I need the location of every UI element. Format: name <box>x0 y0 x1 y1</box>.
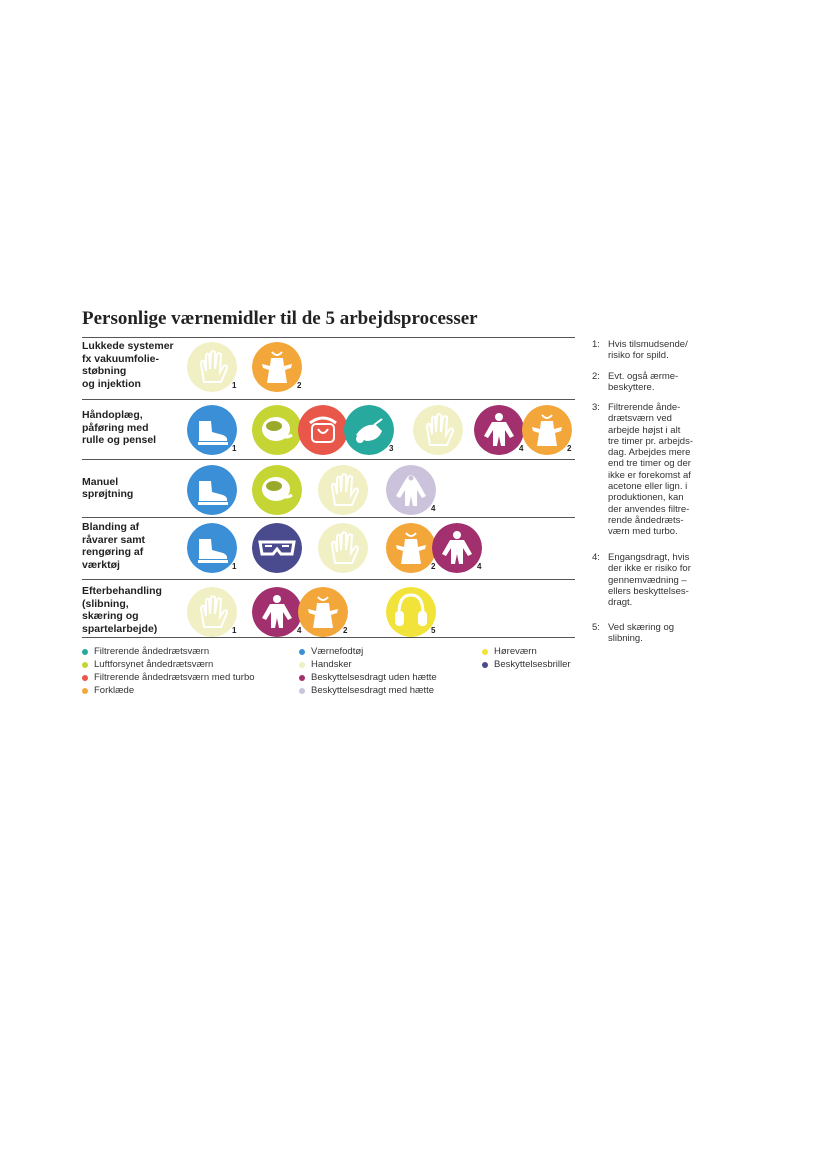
suit-nohood-icon <box>252 587 302 637</box>
process-label-line: værktøj <box>82 558 120 571</box>
footnote-key: 1: <box>592 339 600 350</box>
legend-label: Forklæde <box>94 685 135 696</box>
legend-swatch <box>299 688 305 694</box>
process-label-line: påføring med <box>82 421 149 434</box>
process-label <box>82 340 174 390</box>
legend-swatch <box>82 662 88 668</box>
process-label-line: råvarer samt <box>82 533 146 546</box>
legend-label: Beskyttelsesbriller <box>494 659 571 670</box>
process-label-line: og injektion <box>82 377 141 390</box>
process-label-line: støbning <box>82 365 127 377</box>
footnote-ref: 2 <box>567 444 572 453</box>
footnote-line: der ikke er risiko for <box>608 563 691 575</box>
process-label-line: Håndoplæg, <box>82 409 143 422</box>
process-label <box>82 409 156 447</box>
footnote-line: Filtrerende ånde- <box>608 402 681 413</box>
legend-label: Filtrerende åndedrætsværn <box>94 646 210 657</box>
process-label <box>82 585 162 635</box>
footnote-line: risiko for spild. <box>608 350 669 362</box>
legend-item <box>299 672 437 683</box>
apron-icon <box>298 587 348 637</box>
gloves-icon <box>187 342 237 392</box>
process-label-line: rulle og pensel <box>82 434 157 447</box>
process-label <box>82 521 145 571</box>
legend-item <box>299 646 363 657</box>
process-label-line: (slibning, <box>82 597 129 610</box>
process-label-line: Blanding af <box>82 521 140 533</box>
row-divider <box>82 459 575 460</box>
footnote-line: dragt. <box>608 597 633 609</box>
legend-swatch <box>482 662 488 668</box>
footnote-ref: 2 <box>431 562 436 571</box>
footnote-line: arbejde højst i alt <box>608 424 681 436</box>
gloves-icon <box>413 405 463 455</box>
footnote-line: dag. Arbejdes mere <box>608 447 691 459</box>
legend-swatch <box>482 649 488 655</box>
hearing-icon <box>386 587 436 637</box>
footnote-ref: 1 <box>232 381 237 390</box>
footnote-ref: 2 <box>297 381 302 390</box>
footnote-line: Ved skæring og <box>608 622 675 633</box>
process-label-line: sprøjtning <box>82 488 134 500</box>
legend-item <box>82 659 213 670</box>
row-divider <box>82 399 575 400</box>
legend-item <box>299 659 352 670</box>
footnote-line: beskyttere. <box>608 382 655 394</box>
legend-label: Filtrerende åndedrætsværn med turbo <box>94 672 255 683</box>
legend-swatch <box>299 649 305 655</box>
footnote-line: ellers beskyttelses- <box>608 585 689 597</box>
filter-resp-icon <box>344 405 394 455</box>
footnote-ref: 5 <box>431 626 436 635</box>
gloves-icon <box>318 465 368 515</box>
footnote-line: acetone eller lign. i <box>608 481 688 493</box>
page-title: Personlige værnemidler til de 5 arbejdsprocesser <box>82 308 478 329</box>
footnote-line: værn med turbo. <box>608 526 678 538</box>
footnote-line: end tre timer og der <box>608 458 691 470</box>
footnote-ref: 2 <box>343 626 348 635</box>
footnote <box>592 371 710 394</box>
footnote-line: der anvendes filtre- <box>608 503 690 515</box>
footnote-line: Engangsdragt, hvis <box>608 552 690 563</box>
footnote-ref: 4 <box>297 626 302 635</box>
legend-label: Beskyttelsesdragt med hætte <box>311 685 435 696</box>
legend-item <box>82 646 209 657</box>
suit-hood-icon <box>386 465 436 515</box>
footnote-ref: 1 <box>232 562 237 571</box>
footnote-line: produktionen, kan <box>608 492 684 504</box>
legend-label: Beskyttelsesdragt uden hætte <box>311 672 437 683</box>
footnote-line: tre timer pr. arbejds- <box>608 435 693 447</box>
footnote-key: 3: <box>592 402 600 413</box>
legend-item <box>82 672 255 683</box>
process-label-line: Lukkede systemer <box>82 340 174 352</box>
turbo-resp-icon <box>298 405 348 455</box>
footnote-ref: 1 <box>232 444 237 453</box>
legend-swatch <box>82 688 88 694</box>
suit-nohood-icon <box>432 523 482 573</box>
footnote-ref: 1 <box>232 626 237 635</box>
footnote-line: drætsværn ved <box>608 413 672 425</box>
footnote-line: Hvis tilsmudsende/ <box>608 339 688 350</box>
gloves-icon <box>318 523 368 573</box>
footwear-icon <box>187 405 237 455</box>
legend-item <box>299 685 434 696</box>
row-divider <box>82 637 575 638</box>
footnote <box>592 622 710 645</box>
footnote <box>592 339 710 362</box>
footnote-key: 2: <box>592 371 600 382</box>
process-label-line: rengøring af <box>82 546 144 558</box>
footnote-key: 4: <box>592 552 600 563</box>
legend-label: Handsker <box>311 659 352 670</box>
gloves-icon <box>187 587 237 637</box>
row-divider <box>82 579 575 580</box>
footnote-line: gennemvædning – <box>608 574 687 586</box>
air-resp-icon <box>252 465 302 515</box>
process-label-line: fx vakuumfolie- <box>82 352 160 365</box>
goggles-icon <box>252 523 302 573</box>
apron-icon <box>522 405 572 455</box>
legend-item <box>82 685 134 696</box>
legend-label: Værnefodtøj <box>311 646 364 657</box>
process-label-line: Manuel <box>82 475 119 488</box>
row-divider <box>82 517 575 518</box>
legend-label: Høreværn <box>494 646 537 657</box>
process-label-line: Efterbehandling <box>82 585 162 597</box>
footnote-ref: 4 <box>431 504 436 513</box>
footnote-ref: 3 <box>389 444 394 453</box>
footnote-ref: 4 <box>519 444 524 453</box>
row-divider <box>82 337 575 338</box>
footnote <box>592 402 710 538</box>
suit-nohood-icon <box>474 405 524 455</box>
footnote-line: slibning. <box>608 633 643 645</box>
legend-item <box>482 646 537 657</box>
legend-swatch <box>299 662 305 668</box>
footwear-icon <box>187 465 237 515</box>
footnote-ref: 4 <box>477 562 482 571</box>
apron-icon <box>252 342 302 392</box>
legend-swatch <box>82 675 88 681</box>
air-resp-icon <box>252 405 302 455</box>
legend-label: Luftforsynet åndedrætsværn <box>94 659 214 670</box>
process-label-line: skæring og <box>82 610 139 622</box>
footnote-line: rende åndedræts- <box>608 514 684 526</box>
footnote <box>592 552 710 608</box>
footwear-icon <box>187 523 237 573</box>
apron-icon <box>386 523 436 573</box>
legend-swatch <box>299 675 305 681</box>
footnote-line: Evt. også ærme- <box>608 371 679 382</box>
process-label <box>82 476 133 501</box>
process-label-line: spartelarbejde) <box>82 622 158 635</box>
footnote-line: ikke er forekomst af <box>608 469 691 481</box>
legend-item <box>482 659 571 670</box>
legend-swatch <box>82 649 88 655</box>
footnote-key: 5: <box>592 622 600 633</box>
